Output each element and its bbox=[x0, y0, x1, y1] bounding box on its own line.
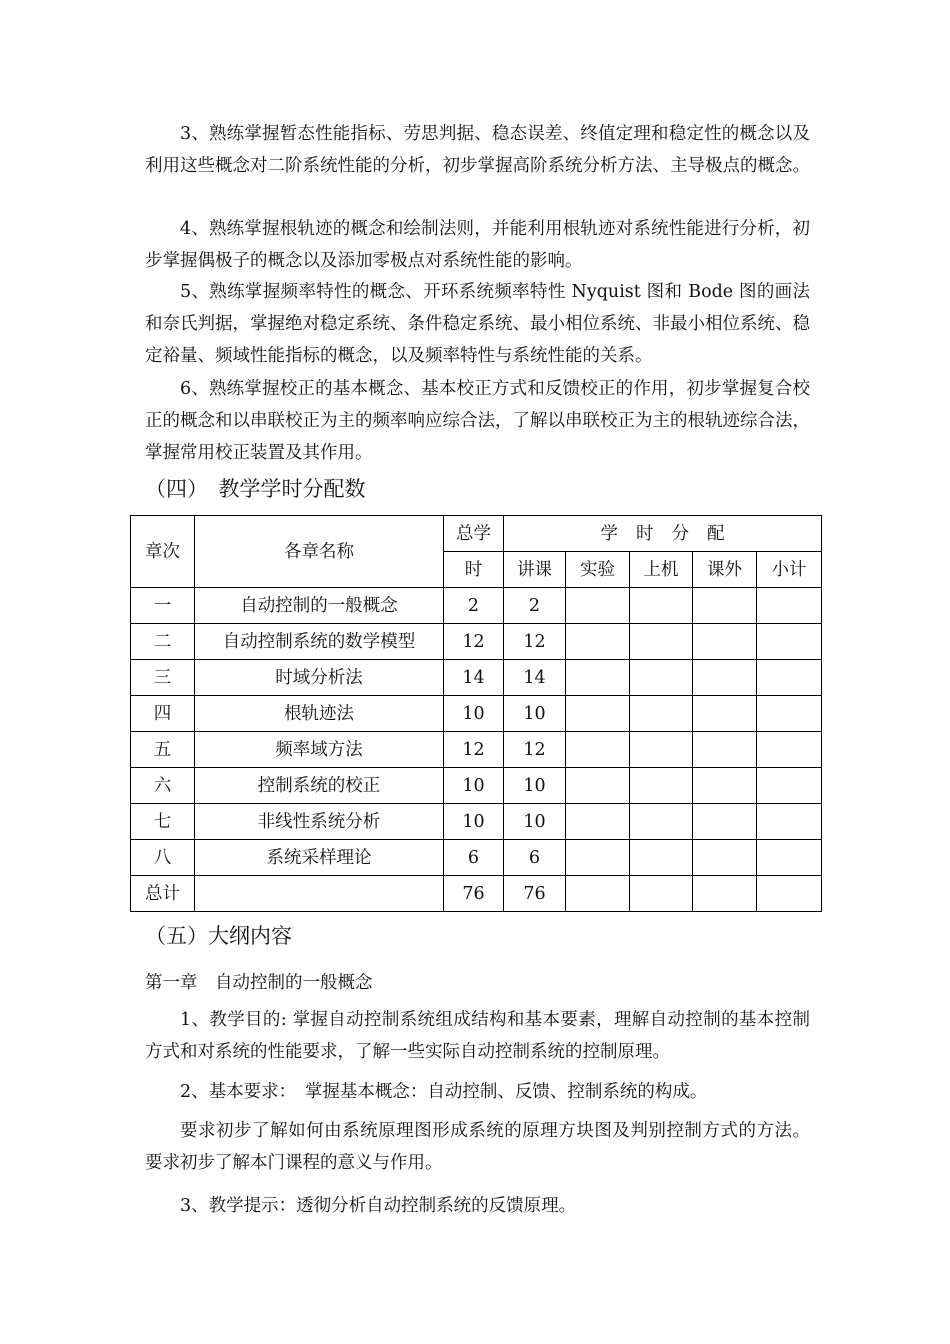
paragraph-basic-requirement: 2、基本要求： 掌握基本概念：自动控制、反馈、控制系统的构成。 bbox=[180, 1082, 708, 1102]
cell-extra bbox=[693, 840, 757, 876]
hours-allocation-table bbox=[130, 515, 822, 912]
cell-lab bbox=[566, 840, 630, 876]
header-lab: 实验 bbox=[566, 552, 630, 588]
cell-chapter: 一 bbox=[131, 588, 195, 624]
table-row bbox=[131, 696, 822, 732]
cell-lab bbox=[566, 876, 630, 912]
cell-computer bbox=[630, 624, 693, 660]
cell-name: 自动控制的一般概念 bbox=[195, 588, 444, 624]
header-computer: 上机 bbox=[630, 552, 693, 588]
cell-lecture: 10 bbox=[504, 804, 566, 840]
cell-total: 2 bbox=[444, 588, 504, 624]
cell-chapter: 四 bbox=[131, 696, 195, 732]
cell-total: 10 bbox=[444, 768, 504, 804]
cell-lab bbox=[566, 624, 630, 660]
cell-extra bbox=[693, 768, 757, 804]
header-hours-allocation: 学时分配 bbox=[504, 516, 822, 552]
cell-name: 非线性系统分析 bbox=[195, 804, 444, 840]
cell-subtotal bbox=[757, 876, 822, 912]
cell-lab bbox=[566, 768, 630, 804]
table-row bbox=[131, 840, 822, 876]
cell-lecture: 2 bbox=[504, 588, 566, 624]
header-chapter-name: 各章名称 bbox=[195, 516, 444, 588]
cell-total: 10 bbox=[444, 804, 504, 840]
table-row bbox=[131, 660, 822, 696]
cell-lab bbox=[566, 588, 630, 624]
cell-lecture: 10 bbox=[504, 696, 566, 732]
section-4-heading: （四） 教学学时分配数 bbox=[145, 477, 366, 501]
header-extracurricular: 课外 bbox=[693, 552, 757, 588]
paragraph-item-6: 6、熟练掌握校正的基本概念、基本校正方式和反馈校正的作用，初步掌握复合校正的概念和以串联校正为主的频率响应综合法，了解以串联校正为主的根轨迹综合法，掌握常用校正装置及其作用。 bbox=[145, 379, 810, 463]
cell-chapter: 二 bbox=[131, 624, 195, 660]
cell-subtotal bbox=[757, 732, 822, 768]
table-row bbox=[131, 804, 822, 840]
cell-lab bbox=[566, 660, 630, 696]
cell-total: 10 bbox=[444, 696, 504, 732]
cell-name bbox=[195, 876, 444, 912]
cell-subtotal bbox=[757, 660, 822, 696]
paragraph-requirement-detail: 要求初步了解如何由系统原理图形成系统的原理方块图及判别控制方式的方法。 要求初步了解本门课程的意义与作用。 bbox=[145, 1121, 810, 1173]
cell-chapter: 八 bbox=[131, 840, 195, 876]
cell-extra bbox=[693, 624, 757, 660]
cell-total: 12 bbox=[444, 732, 504, 768]
cell-name: 时域分析法 bbox=[195, 660, 444, 696]
cell-lecture: 76 bbox=[504, 876, 566, 912]
table-row bbox=[131, 624, 822, 660]
cell-computer bbox=[630, 696, 693, 732]
cell-computer bbox=[630, 732, 693, 768]
cell-subtotal bbox=[757, 840, 822, 876]
cell-computer bbox=[630, 768, 693, 804]
cell-lab bbox=[566, 804, 630, 840]
cell-lecture: 12 bbox=[504, 624, 566, 660]
cell-extra bbox=[693, 804, 757, 840]
paragraph-item-5: 5、熟练掌握频率特性的概念、开环系统频率特性 Nyquist 图和 Bode 图的画法和奈氏判据，掌握绝对稳定系统、条件稳定系统、最小相位系统、非最小相位系统、稳定裕量、频域性能指标的概念，以及频率特性与系统性能的关系。 bbox=[145, 282, 810, 366]
paragraph-teaching-hint: 3、教学提示：透彻分析自动控制系统的反馈原理。 bbox=[180, 1196, 577, 1216]
table-total-row bbox=[131, 876, 822, 912]
cell-computer bbox=[630, 660, 693, 696]
cell-extra bbox=[693, 660, 757, 696]
cell-extra bbox=[693, 588, 757, 624]
chapter-1-title: 第一章 自动控制的一般概念 bbox=[145, 973, 373, 993]
cell-computer bbox=[630, 876, 693, 912]
cell-total: 76 bbox=[444, 876, 504, 912]
paragraph-item-4: 4、熟练掌握根轨迹的概念和绘制法则，并能利用根轨迹对系统性能进行分析，初步掌握偶极子的概念以及添加零极点对系统性能的影响。 bbox=[145, 219, 810, 271]
table-row bbox=[131, 732, 822, 768]
cell-extra bbox=[693, 696, 757, 732]
cell-name: 根轨迹法 bbox=[195, 696, 444, 732]
cell-subtotal bbox=[757, 696, 822, 732]
header-lecture: 讲课 bbox=[504, 552, 566, 588]
cell-subtotal bbox=[757, 804, 822, 840]
cell-computer bbox=[630, 840, 693, 876]
cell-chapter: 三 bbox=[131, 660, 195, 696]
cell-total: 14 bbox=[444, 660, 504, 696]
cell-name: 控制系统的校正 bbox=[195, 768, 444, 804]
cell-lecture: 10 bbox=[504, 768, 566, 804]
cell-extra bbox=[693, 876, 757, 912]
cell-chapter: 六 bbox=[131, 768, 195, 804]
cell-subtotal bbox=[757, 624, 822, 660]
cell-name: 频率域方法 bbox=[195, 732, 444, 768]
header-total-hours-bottom: 时 bbox=[444, 552, 504, 588]
cell-lecture: 14 bbox=[504, 660, 566, 696]
cell-subtotal bbox=[757, 768, 822, 804]
cell-extra bbox=[693, 732, 757, 768]
header-subtotal: 小计 bbox=[757, 552, 822, 588]
cell-chapter: 七 bbox=[131, 804, 195, 840]
section-5-heading: （五）大纲内容 bbox=[145, 924, 292, 948]
cell-lecture: 12 bbox=[504, 732, 566, 768]
table-header-row bbox=[131, 516, 822, 552]
table-row bbox=[131, 588, 822, 624]
header-total-hours-top: 总学 bbox=[444, 516, 504, 552]
cell-lab bbox=[566, 696, 630, 732]
cell-lecture: 6 bbox=[504, 840, 566, 876]
cell-subtotal bbox=[757, 588, 822, 624]
cell-computer bbox=[630, 804, 693, 840]
cell-computer bbox=[630, 588, 693, 624]
cell-chapter: 五 bbox=[131, 732, 195, 768]
table-row bbox=[131, 768, 822, 804]
cell-total: 12 bbox=[444, 624, 504, 660]
cell-lab bbox=[566, 732, 630, 768]
paragraph-item-3: 3、熟练掌握暂态性能指标、劳思判据、稳态误差、终值定理和稳定性的概念以及利用这些概念对二阶系统性能的分析，初步掌握高阶系统分析方法、主导极点的概念。 bbox=[145, 124, 810, 176]
cell-chapter: 总计 bbox=[131, 876, 195, 912]
header-chapter: 章次 bbox=[131, 516, 195, 588]
cell-name: 自动控制系统的数学模型 bbox=[195, 624, 444, 660]
cell-total: 6 bbox=[444, 840, 504, 876]
paragraph-teaching-goal: 1、教学目的: 掌握自动控制系统组成结构和基本要素，理解自动控制的基本控制方式和对系统的性能要求，了解一些实际自动控制系统的控制原理。 bbox=[145, 1010, 810, 1062]
cell-name: 系统采样理论 bbox=[195, 840, 444, 876]
